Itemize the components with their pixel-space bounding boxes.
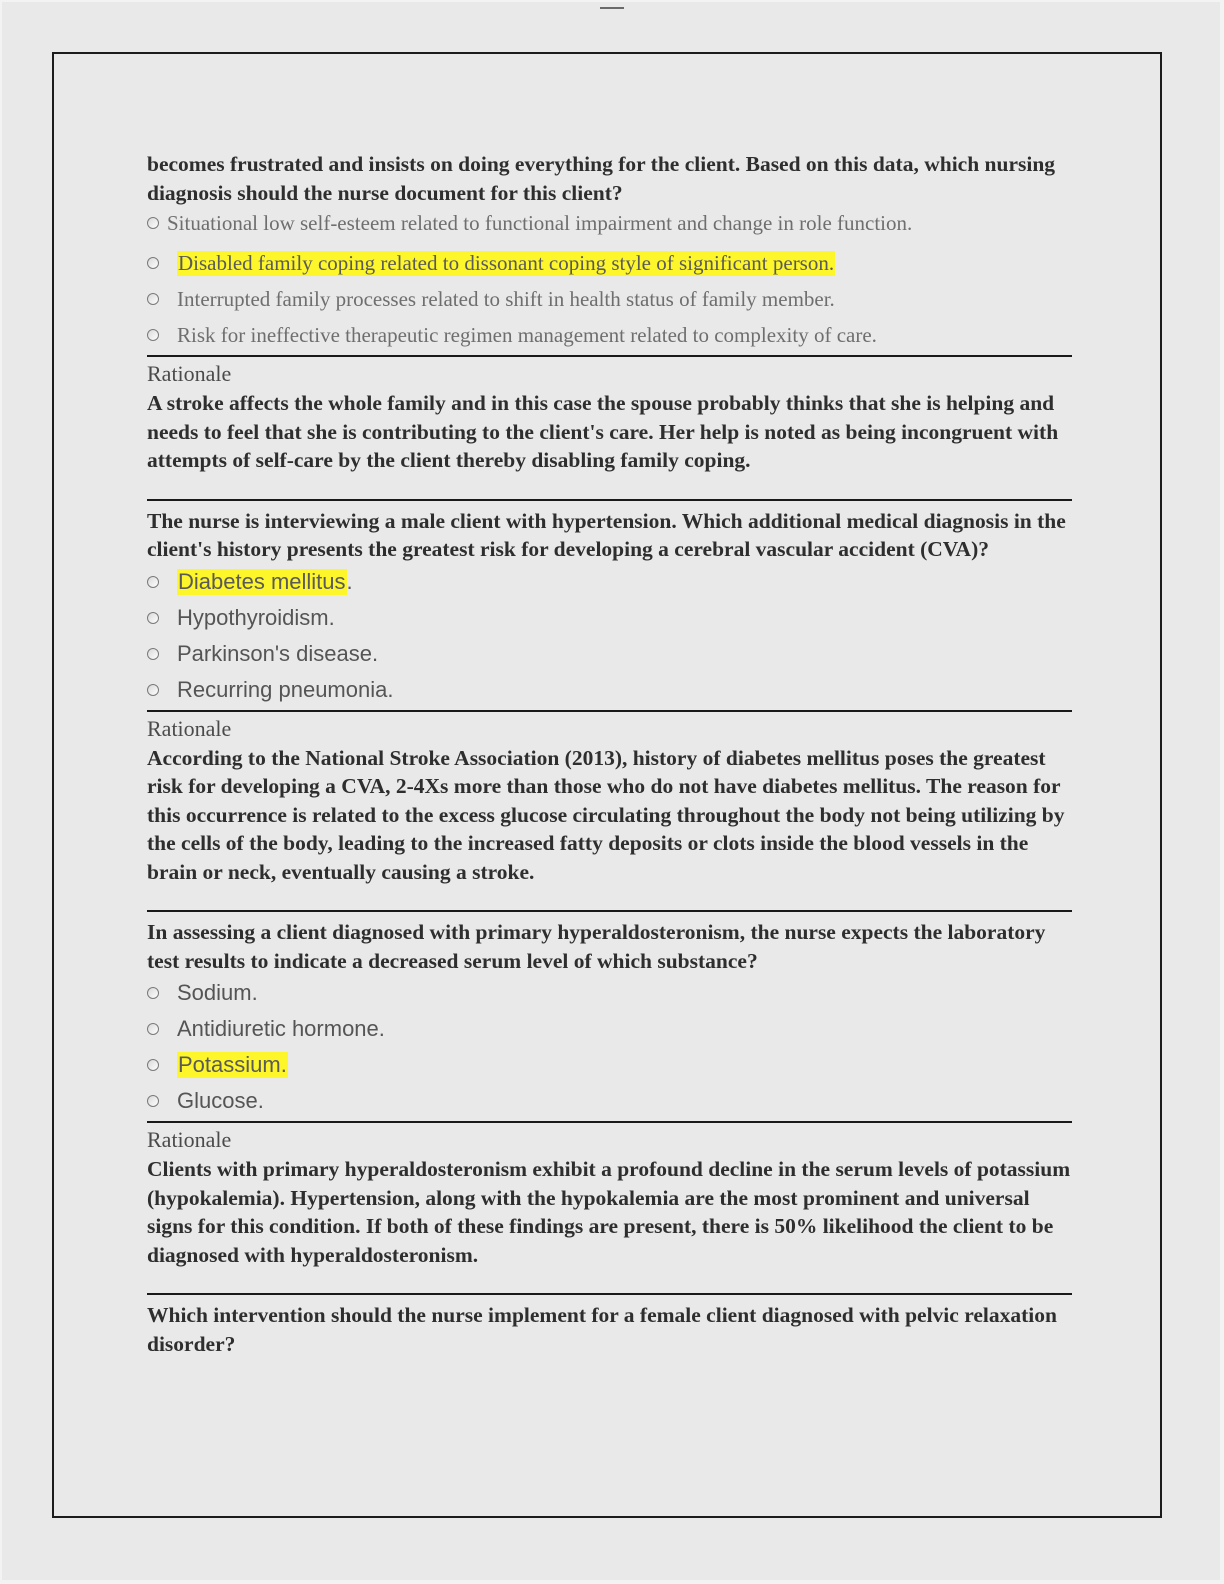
q1-option-2[interactable] [147,245,1072,281]
option-label: Glucose. [177,1088,264,1113]
divider [147,499,1072,501]
radio-button-icon[interactable] [147,1095,159,1107]
radio-button-icon[interactable] [147,1023,159,1035]
header-mark [600,7,624,9]
rationale-text: According to the National Stroke Association (2013), history of diabetes mellitus poses the greatest risk for developing a CVA, 2-4Xs more than those who do not have diabetes mellitus. The reason for this occurrence is related to the excess glucose circulating throughout the body not being utilizing by the cells of the body, leading to the increased fatty deposits or clots inside the blood vessels in the brain or neck, eventually causing a stroke. [147,745,1065,884]
q2-option-1[interactable] [147,564,1072,600]
radio-button-icon[interactable] [147,684,159,696]
q2-option-4[interactable] [147,672,1072,708]
rationale-label: Rationale [147,715,232,741]
option-label: Antidiuretic hormone. [177,1016,385,1041]
q3-option-2[interactable] [147,1011,1072,1047]
option-label: Hypothyroidism. [177,604,335,630]
q3-option-1[interactable] [147,975,1072,1011]
q1-option-4[interactable] [147,317,1072,353]
radio-button-icon[interactable] [147,1059,159,1071]
divider [147,710,1072,712]
option-label: Sodium. [177,980,258,1005]
option-label: Risk for ineffective therapeutic regimen management related to complexity of care. [177,322,877,347]
radio-button-icon[interactable] [147,576,159,588]
question-1-text: becomes frustrated and insists on doing everything for the client. Based on this data, which nursing diagnosis should the nurse document for this client? [147,152,1056,205]
rationale-text: Clients with primary hyperaldosteronism exhibit a profound decline in the serum levels of potassium (hypokalemia). Hypertension, along with the hypokalemia are the most prominent and universal signs for this condition. If both of these findings are present, there is 50% likelihood the client to be diagnosed with hyperaldosteronism. [147,1157,1071,1267]
option-label: Recurring pneumonia. [177,676,394,702]
question-4-text: Which intervention should the nurse implement for a female client diagnosed with pelvic relaxation disorder? [147,1303,1057,1356]
option-label-highlighted: Potassium. [178,1052,287,1077]
radio-button-icon[interactable] [147,329,159,341]
divider [147,1121,1072,1123]
radio-button-icon[interactable] [147,293,159,305]
q3-option-4[interactable] [147,1083,1072,1119]
content [147,150,1072,1358]
option-label: Situational low self-esteem related to functional impairment and change in role function. [167,210,913,235]
divider [147,910,1072,912]
q1-option-1[interactable] [147,209,1072,237]
divider [147,1293,1072,1295]
rationale-label: Rationale [147,361,232,386]
option-label: Interrupted family processes related to shift in health status of family member. [177,286,835,311]
option-label: Parkinson's disease. [177,640,379,666]
option-label-highlighted: Disabled family coping related to dissonant coping style of significant person. [178,250,835,275]
q1-option-3[interactable] [147,281,1072,317]
radio-button-icon[interactable] [147,987,159,999]
divider [147,355,1072,357]
question-2-text: The nurse is interviewing a male client with hypertension. Which additional medical diagnosis in the client's history presents the greatest risk for developing a cerebral vascular accident (CVA)? [147,508,1066,561]
q2-option-3[interactable] [147,636,1072,672]
radio-button-icon[interactable] [147,217,159,229]
rationale-label: Rationale [147,1127,232,1152]
question-3-text: In assessing a client diagnosed with primary hyperaldosteronism, the nurse expects the laboratory test results to indicate a decreased serum level of which substance? [147,920,1046,973]
q3-option-3[interactable] [147,1047,1072,1083]
option-label-highlighted: Diabetes mellitus [178,568,346,594]
radio-button-icon[interactable] [147,257,159,269]
option-label-suffix: . [346,568,353,594]
page [2,2,1220,1580]
q2-option-2[interactable] [147,600,1072,636]
rationale-text: A stroke affects the whole family and in this case the spouse probably thinks that she is helping and needs to feel that she is contributing to the client's care. Her help is noted as being incongruent with attempts of self-care by the client thereby disabling family coping. [147,391,1059,472]
radio-button-icon[interactable] [147,648,159,660]
radio-button-icon[interactable] [147,612,159,624]
